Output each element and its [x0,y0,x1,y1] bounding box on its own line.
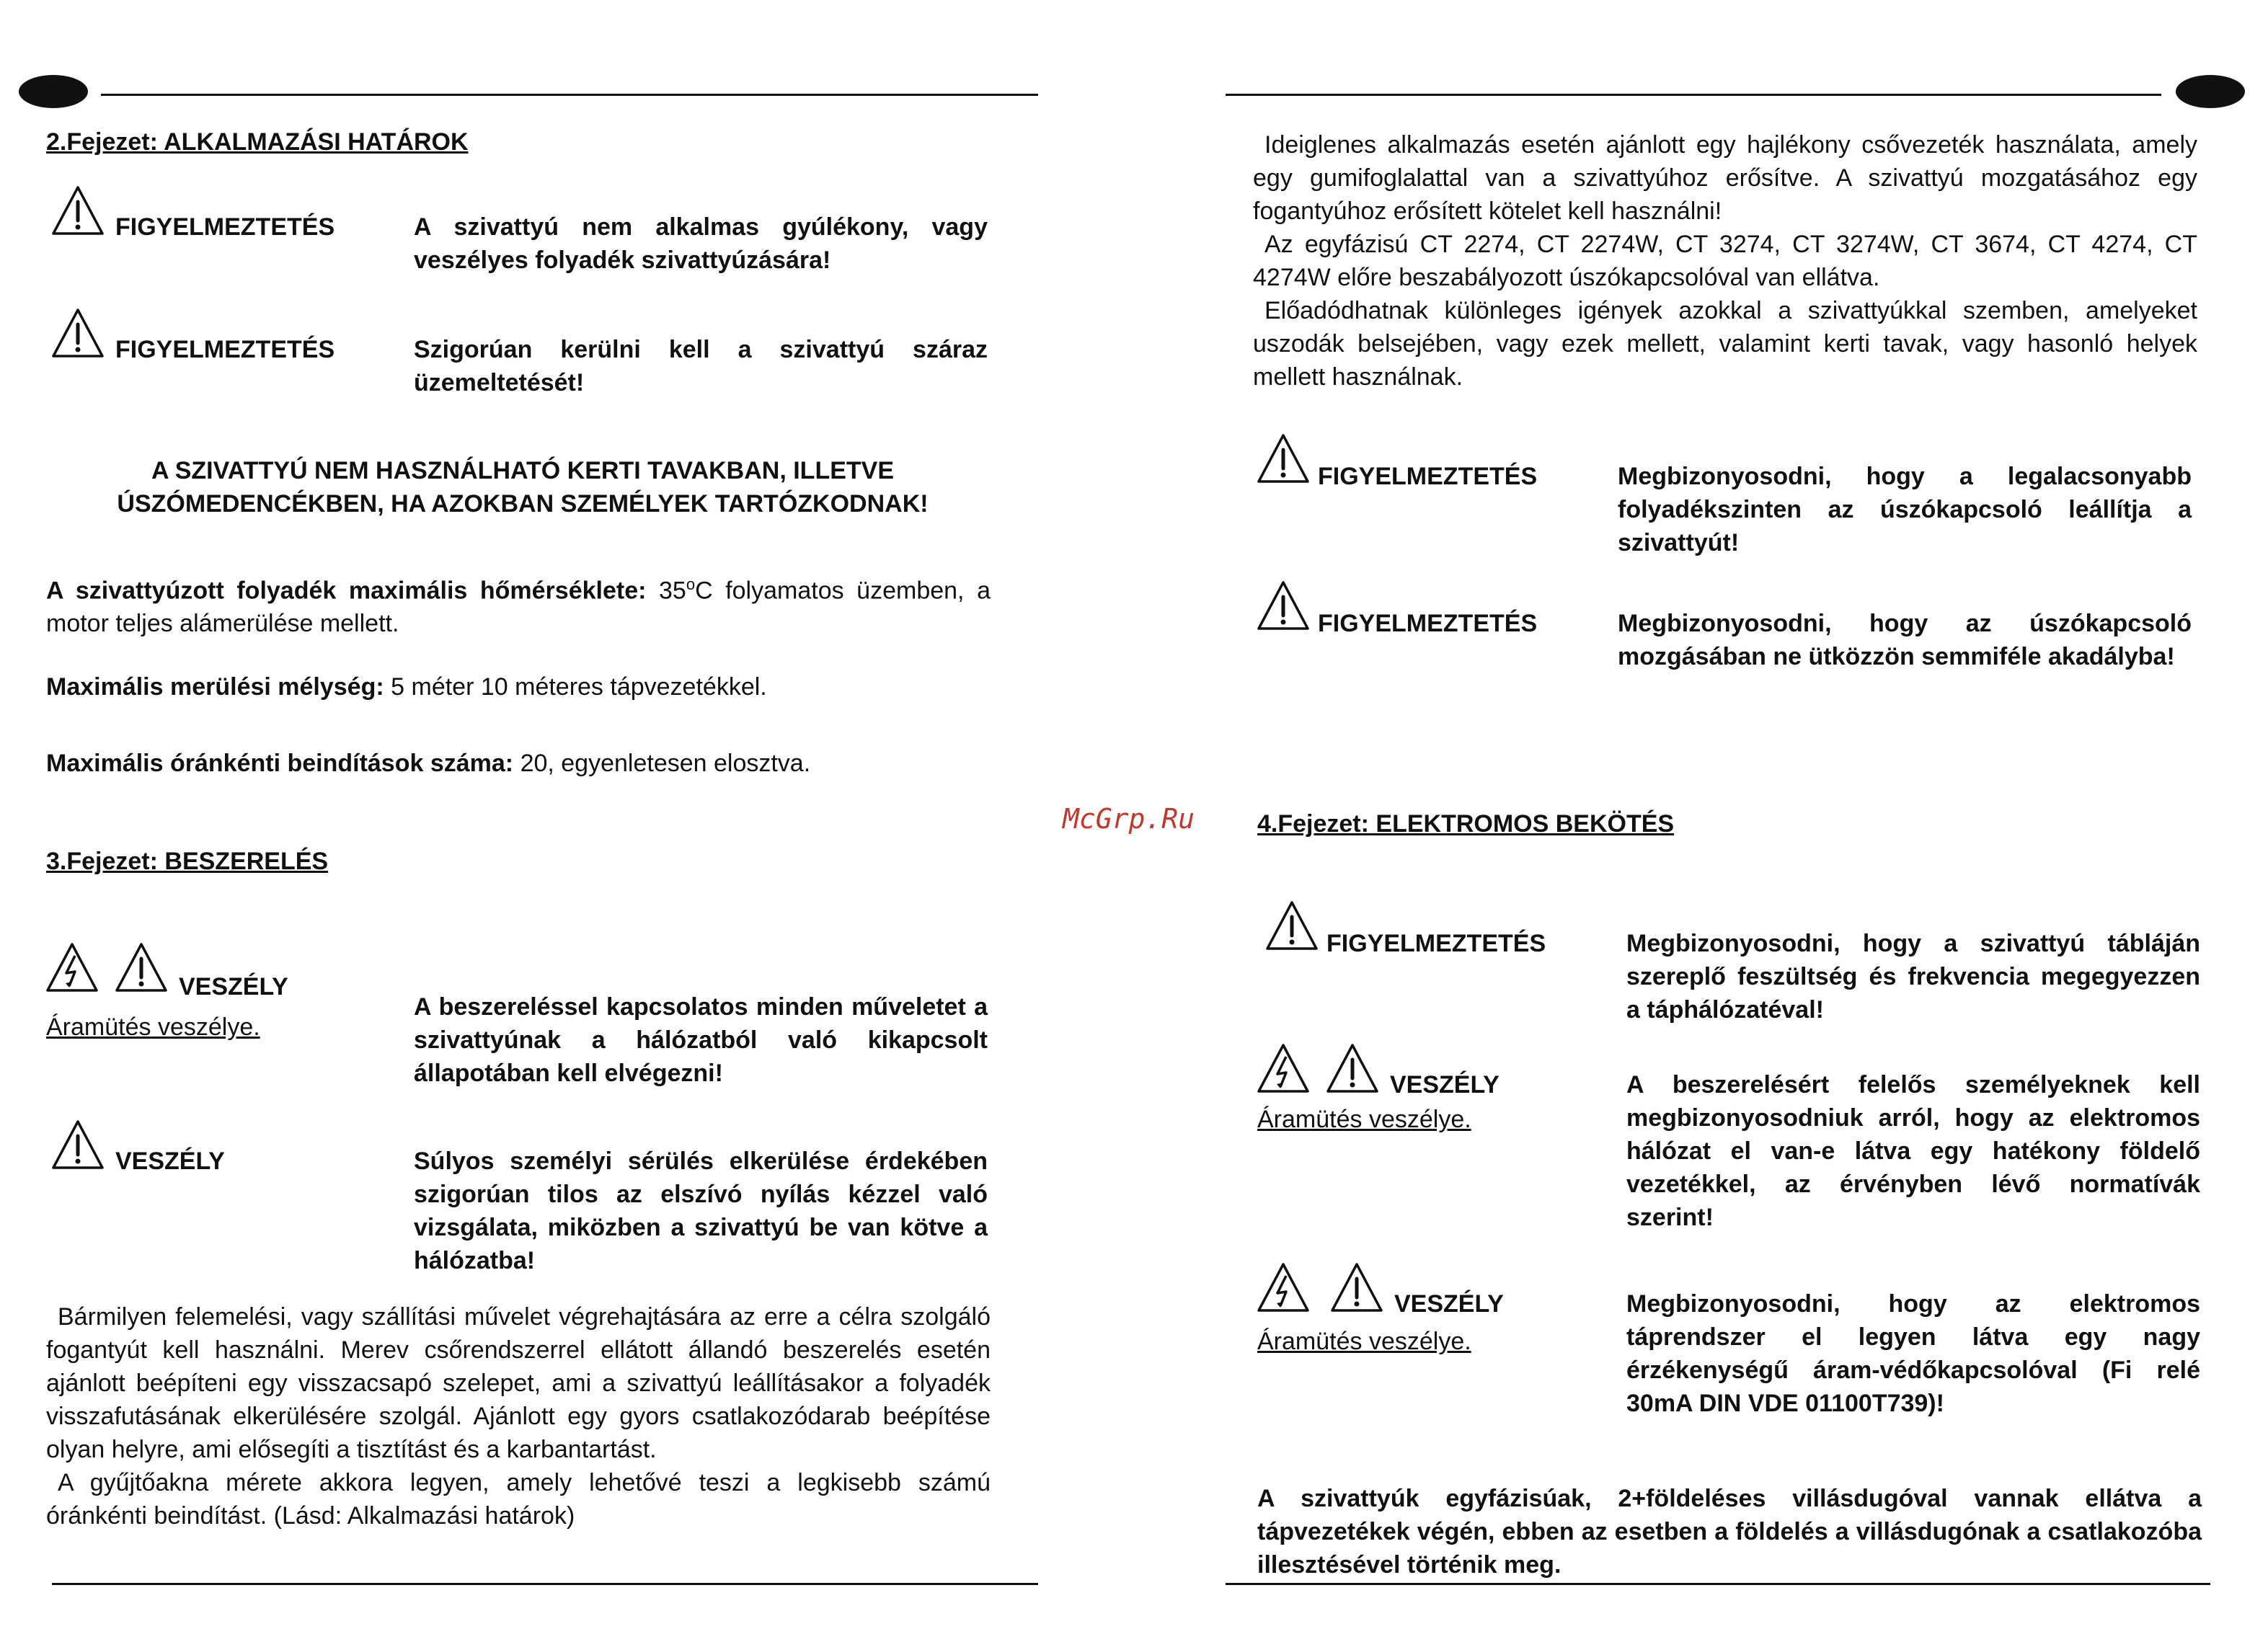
spec-value: 20, egyenletesen elosztva. [520,750,811,777]
electric-shock-icon [1257,1042,1309,1094]
danger-label: VESZÉLY [1394,1290,1504,1318]
paragraph: Az egyfázisú CT 2274, CT 2274W, CT 3274, CT 3274W, CT 3674, CT 4274, CT 4274W előre beszabályozott úszókapcsolóval van ellátva. [1253,231,2197,291]
danger-label: VESZÉLY [1390,1071,1500,1099]
spec-value: 35 [659,577,686,605]
spec-value: C folyamatos üzemben, a motor teljes alámerülése mellett. [46,577,991,638]
bottom-rule-right [1226,1583,2210,1585]
warning-text: Megbizonyosodni, hogy a legalacsonyabb folyadékszinten az úszókapcsoló leállítja a szivattyút! [1618,463,2192,556]
chapter3-heading: 3.Fejezet: BESZERELÉS [46,848,329,875]
warning-icon [52,307,104,359]
danger-sub: Áramütés veszélye. [1257,1106,1471,1133]
paragraph: A gyűjtőakna mérete akkora legyen, amely lehetővé teszi a legkisebb számú óránkénti beindítást. (Lásd: Alkalmazási határok) [46,1469,991,1530]
page-marker-left [19,75,88,108]
spec-label: Maximális merülési mélység: [46,673,384,701]
warning-icon [1257,580,1309,631]
bottom-rule-left [52,1583,1038,1585]
danger-text: Súlyos személyi sérülés elkerülése érdekében szigorúan tilos az elszívó nyílás kézzel való vizsgálata, miközben a szivattyú be van kötve a hálózatba! [414,1148,988,1274]
danger-text: A beszerelésért felelős személyeknek kell megbizonyosodniuk arról, hogy az elektromos hálózat el van-e látva egy hatékony földelő vezetékkel, az érvényben lévő normatívák szerint! [1626,1071,2200,1231]
closing-text: A szivattyúk egyfázisúak, 2+földeléses villásdugóval vannak ellátva a tápvezetékek végén, ebben az esetben a földelés a villásdugónak a csatlakozóba illesztésével történik meg. [1257,1485,2202,1579]
warning-label: FIGYELMEZTETÉS [115,213,335,241]
spec-max-depth [46,670,991,704]
spec-value: 5 méter 10 méteres tápvezetékkel. [391,673,767,701]
chapter4-heading: 4.Fejezet: ELEKTROMOS BEKÖTÉS [1257,810,1675,838]
warning-icon [52,1119,104,1171]
warning-icon [1266,900,1318,951]
paragraph: Ideiglenes alkalmazás esetén ajánlott egy hajlékony csővezeték használata, amely egy gumifoglalattal van a szivattyúhoz erősítve. A szivattyú mozgatásához egy fogantyúhoz erősített kötelet kell használni! [1253,131,2197,225]
electric-shock-icon [46,941,98,993]
pool-banner: A SZIVATTYÚ NEM HASZNÁLHATÓ KERTI TAVAKBAN, ILLETVE ÚSZÓMEDENCÉKBEN, HA AZOKBAN SZEMÉLYEK TARTÓZKODNAK! [117,457,929,518]
warning-icon [115,941,167,993]
installation-text [46,1300,991,1532]
warning-label: FIGYELMEZTETÉS [115,336,335,363]
danger-text: Megbizonyosodni, hogy az elektromos táprendszer el legyen látva egy nagy érzékenységű áram-védőkapcsolóval (Fi relé 30mA DIN VDE 01100T739)! [1626,1290,2200,1417]
danger-label: VESZÉLY [179,973,288,1000]
spec-degree: o [686,575,696,593]
intro-text [1253,128,2197,394]
spec-max-starts [46,747,991,780]
danger-sub: Áramütés veszélye. [1257,1328,1471,1355]
top-rule-left [101,94,1038,96]
spec-label: A szivattyúzott folyadék maximális hőmérséklete: [46,577,647,605]
warning-icon [52,185,104,236]
electric-shock-icon [1257,1261,1309,1313]
paragraph: Bármilyen felemelési, vagy szállítási művelet végrehajtására az erre a célra szolgáló fogantyút kell használni. Merev csőrendszerrel ellátott állandó beszerelés esetén ajánlott beépíteni egy visszacsapó szelepet, ami a szivattyú leállításakor a folyadék visszafutásának elkerülésére szolgál. Ajánlott egy gyors csatlakozódarab beépítése olyan helyre, ami elősegíti a tisztítást és a karbantartást. [46,1303,991,1463]
page-marker-right [2176,75,2245,108]
danger-text: A beszereléssel kapcsolatos minden műveletet a szivattyúnak a hálózatból való kikapcsolt állapotában kell elvégezni! [414,993,988,1087]
spec-max-temperature [46,568,991,640]
warning-label: FIGYELMEZTETÉS [1326,930,1546,957]
danger-label: VESZÉLY [115,1148,225,1175]
warning-label: FIGYELMEZTETÉS [1318,610,1538,637]
warning-label: FIGYELMEZTETÉS [1318,463,1538,490]
chapter2-heading: 2.Fejezet: ALKALMAZÁSI HATÁROK [46,128,469,156]
warning-text: Megbizonyosodni, hogy az úszókapcsoló mozgásában ne ütközzön semmiféle akadályba! [1618,610,2192,670]
warning-text: Megbizonyosodni, hogy a szivattyú tábláján szereplő feszültség és frekvencia megegyezzen a táphálózatéval! [1626,930,2200,1024]
warning-text: A szivattyú nem alkalmas gyúlékony, vagy veszélyes folyadék szivattyúzására! [414,213,988,274]
paragraph: Előadódhatnak különleges igények azokkal a szivattyúkkal szemben, amelyeket uszodák belsejében, vagy ezek mellett, valamint kerti tavak, vagy hasonló helyek mellett használnak. [1253,297,2197,391]
warning-icon [1257,432,1309,484]
top-rule-right [1226,94,2161,96]
spec-label: Maximális óránkénti beindítások száma: [46,750,514,777]
warning-icon [1331,1261,1383,1313]
danger-sub: Áramütés veszélye. [46,1013,260,1041]
warning-icon [1326,1042,1378,1094]
watermark: McGrp.Ru [1063,803,1195,835]
warning-text: Szigorúan kerülni kell a szivattyú száraz üzemeltetését! [414,336,988,396]
